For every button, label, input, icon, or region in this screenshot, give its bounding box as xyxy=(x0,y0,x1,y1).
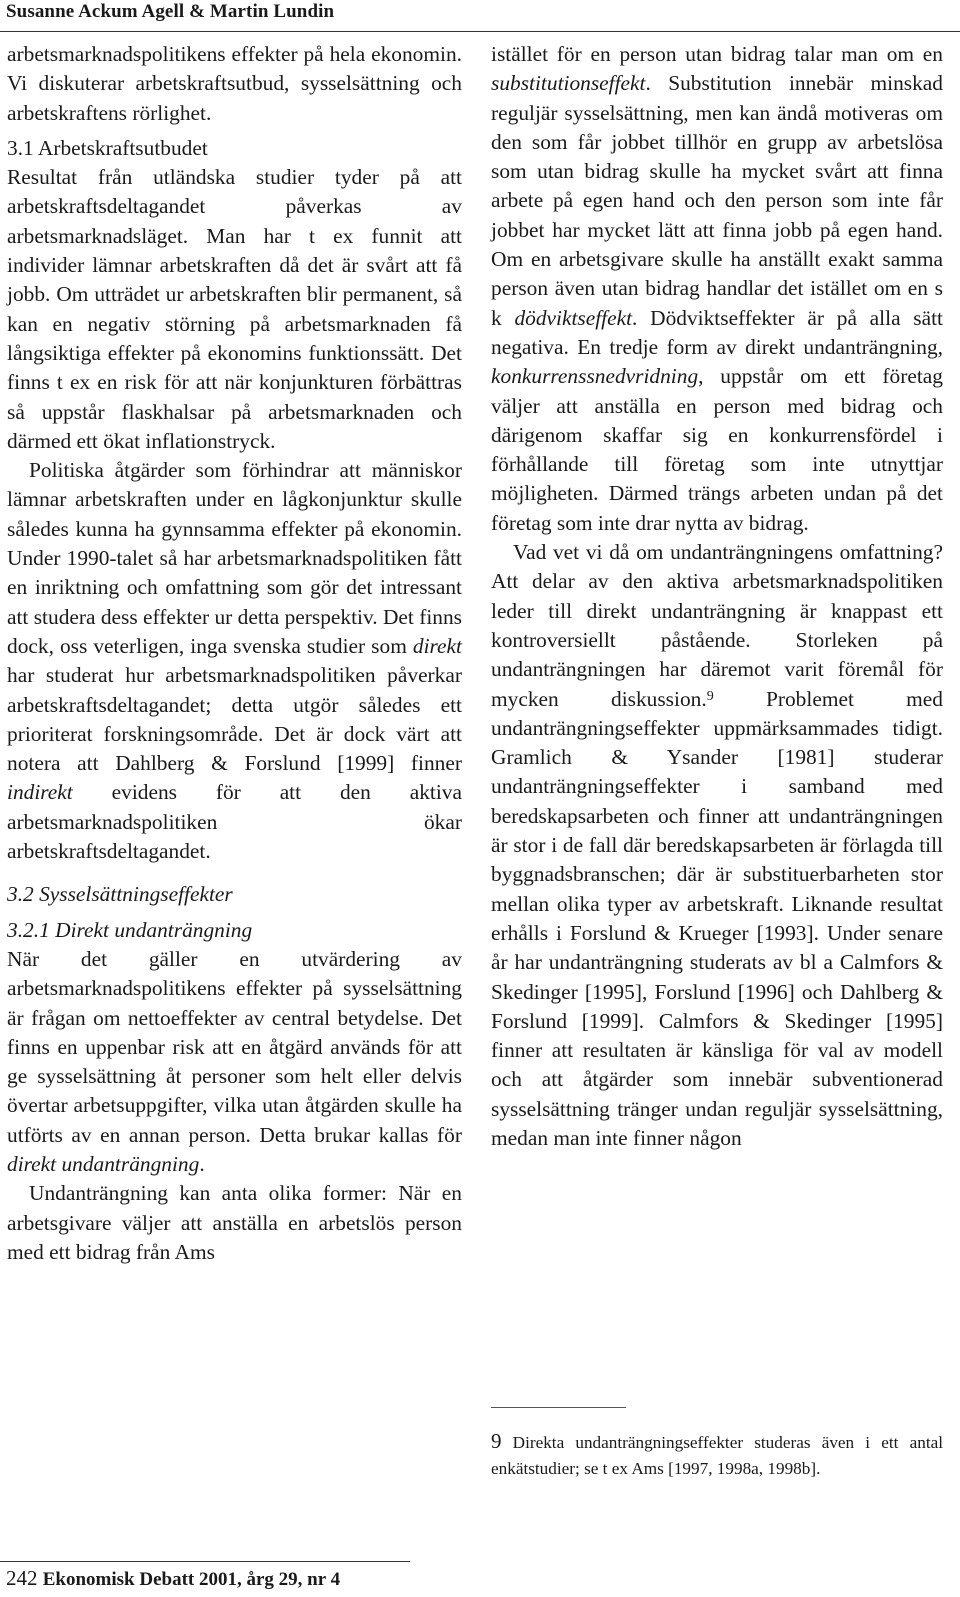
footnote-text: Direkta undanträngningseffekter studeras även i ett antal enkätstudier; se t ex Ams [1997, 1998a, 1998b]. xyxy=(491,1433,943,1478)
footer xyxy=(6,1566,340,1591)
paragraph: Undanträngning kan anta olika former: När en arbetsgivare väljer att anställa en arbetslös person med ett bidrag från Ams xyxy=(7,1181,462,1264)
paragraph: Resultat från utländska studier tyder på att arbetskraftsdeltagandet påverkas av arbetsmarknadsläget. Man har t ex funnit att individer lämnar arbetskraften då det är svårt att få jobb. Om utträdet ur arbetskraften blir permanent, så kan en negativ störning på arbetsmarknaden få långsiktiga effekter på ekonomins funktionssätt. Det finns t ex en risk för att när konjunkturen förbättras så uppstår flaskhalsar på arbetsmarknaden och därmed ett ökat inflationstryck. xyxy=(7,165,462,453)
emphasis: direkt xyxy=(412,633,462,658)
section-heading-3-1: 3.1 Arbetskraftsutbudet xyxy=(7,135,208,160)
emphasis: indirekt xyxy=(7,780,73,805)
left-column xyxy=(7,40,462,1267)
page-number: 242 xyxy=(6,1566,38,1590)
paragraph: När det gäller en utvärdering av arbetsmarknadspolitikens effekter på sysselsättning är frågan om nettoeffekter av central betydelse. Det finns en uppenbar risk att en åtgärd används för att ge sysselsättning åt personer som helt eller delvis övertar arbetsuppgifter, vilka utan åtgärden skulle ha utförts av en annan person. Detta brukar kallas för direkt undanträngning. xyxy=(7,946,462,1176)
paragraph: istället för en person utan bidrag talar man om en substitutionseffekt. Substitution innebär minskad reguljär sysselsättning, men kan ändå motiveras om den som får jobbet tillhör en grupp av arbetslösa som utan bidrag skulle ha mycket svårt att finna arbete på egen hand och den person som inte får jobbet har mycket lätt att finna jobb på egen hand. Om en arbetsgivare skulle ha anställt exakt samma person även utan bidrag handlar det istället om en s k dödviktseffekt. Dödviktseffekter är på alla sätt negativa. En tredje form av direkt undanträngning, konkurrenssnedvridning, uppstår om ett företag väljer att anställa en person med bidrag och därigenom skaffar sig en konkurrensfördel i förhållande till företag som inte utnyttjar möjligheten. Därmed trängs arbeten undan på det företag som inte drar nytta av bidrag. xyxy=(491,42,944,535)
header-rule xyxy=(0,31,960,32)
section-heading-3-2-1: 3.2.1 Direkt undanträngning xyxy=(7,917,253,942)
footnote-rule xyxy=(491,1407,626,1408)
paragraph: Politiska åtgärder som förhindrar att människor lämnar arbetskraften under en lågkonjunktur skulle således kunna ha gynnsamma effekter på ekonomin. Under 1990-talet så har arbetsmarknadspolitiken fått en inriktning och omfattning som gör det intressant att studera dess effekter ur detta perspektiv. Det finns dock, oss veterligen, inga svenska studier som direkt har studerat hur arbetsmarknadspolitiken påverkar arbetskraftsdeltagandet; detta utgör således ett prioriterat forskningsområde. Det är dock värt att notera att Dahlberg & Forslund [1999] finner indirekt evidens för att den aktiva arbetsmarknadspolitiken ökar arbetskraftsdeltagandet. xyxy=(7,458,462,864)
section-heading-3-2: 3.2 Sysselsättningseffekter xyxy=(7,882,233,907)
emphasis: dödviktseffekt xyxy=(514,305,633,330)
footer-rule xyxy=(0,1561,410,1562)
footnote-reference[interactable]: 9 xyxy=(706,688,714,704)
footnote xyxy=(491,1428,943,1482)
intro-paragraph: arbetsmarknadspolitikens effekter på hela ekonomin. Vi diskuterar arbetskraftsutbud, sysselsättning och arbetskraftens rörlighet. xyxy=(7,42,462,125)
emphasis: substitutionseffekt xyxy=(491,71,646,96)
emphasis: konkurrenssnedvridning xyxy=(491,364,699,389)
right-column xyxy=(491,40,943,1153)
paragraph: Vad vet vi då om undanträngningens omfattning? Att delar av den aktiva arbetsmarknadspolitiken leder till direkt undanträngning är knappast ett kontroversiellt påstående. Storleken på undanträngningen har däremot varit föremål för mycken diskussion.$^9$ Problemet med undanträngningseffekter uppmärksammades tidigt. Gramlich & Ysander [1981] studerar undanträngningseffekter i samband med beredskapsarbeten och finner att undanträngningen är stor i de fall där beredskapsarbeten är förlagda till byggnadsbranschen; där är substituerbarheten stor mellan olika typer av arbetskraft. Liknande resultat erhålls i Forslund & Krueger [1993]. Under senare år har undanträngning studerats av bl a Calmfors & Skedinger [1995], Forslund [1996] och Dahlberg & Forslund [1999]. Calmfors & Skedinger [1995] finner att resultaten är känsliga för val av modell och att åtgärder som innebär subventionerad sysselsättning tränger undan reguljär sysselsättning, medan man inte finner någon xyxy=(491,540,943,1150)
journal-name: Ekonomisk Debatt 2001, årg 29, nr 4 xyxy=(42,1569,341,1590)
emphasis: direkt undanträngning xyxy=(7,1151,200,1176)
running-head: Susanne Ackum Agell & Martin Lundin xyxy=(6,1,335,22)
footnote-mark: 9 xyxy=(491,1429,502,1453)
